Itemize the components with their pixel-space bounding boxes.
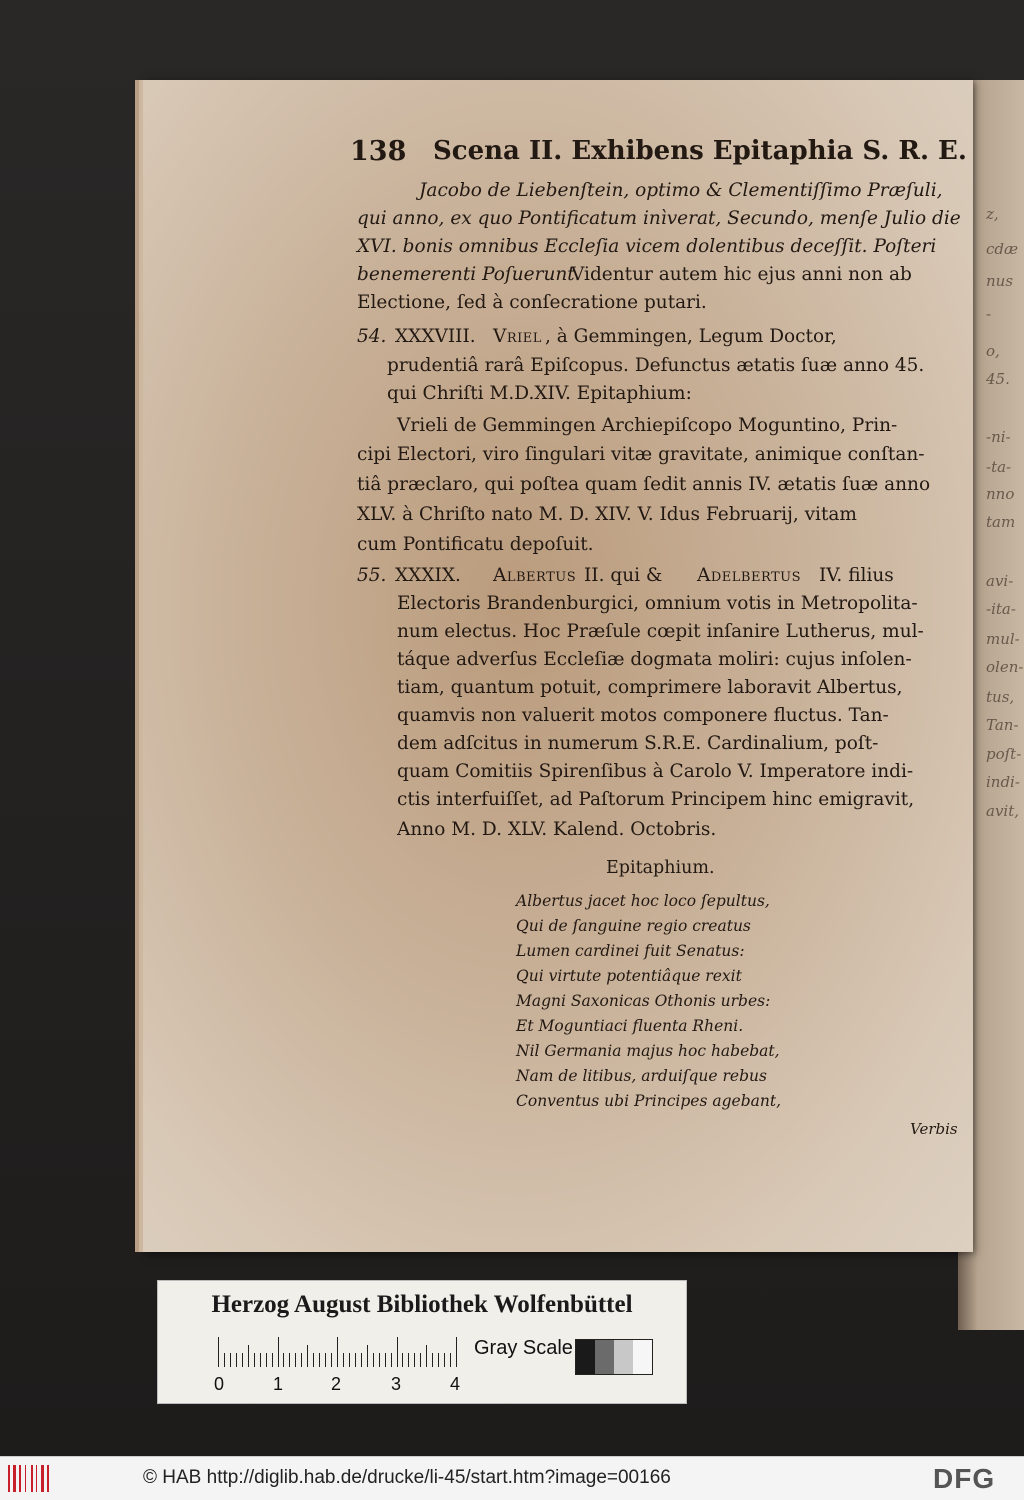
entry-text: II. qui & — [584, 565, 663, 586]
ruler-tick — [426, 1345, 427, 1367]
entry-text: quamvis non valuerit motos componere fluctus. Tan- — [397, 705, 889, 726]
bleed-text: -ta- — [986, 458, 1012, 476]
epitaph-line: XLV. à Chriſto nato M. D. XIV. V. Idus Februarij, vitam — [357, 504, 857, 525]
entry-text: qui Chriſti M.D.XIV. Epitaphium: — [387, 383, 692, 404]
poem-line: Et Moguntiaci fluenta Rheni. — [516, 1017, 744, 1035]
bleed-text: o, — [986, 342, 1000, 360]
entry-number: 55. — [357, 565, 387, 586]
ruler-number: 2 — [331, 1374, 342, 1394]
entry-number: 54. — [357, 326, 387, 347]
bleed-text: -ita- — [986, 600, 1016, 618]
intro-line: Electione, ſed à conſecratione putari. — [357, 292, 707, 313]
ruler — [218, 1337, 468, 1367]
entry-roman: XXXVIII. — [395, 326, 476, 347]
running-head: Scena II. Exhibens Epitaphia S. R. E. — [433, 136, 967, 166]
bleed-text: z, — [986, 205, 999, 223]
gray-swatch — [614, 1340, 633, 1374]
bleed-text: tus, — [986, 688, 1015, 706]
entry-text: num electus. Hoc Præſule cœpit inſanire Lutherus, mul- — [397, 621, 924, 642]
ruler-tick — [272, 1353, 273, 1367]
bleed-text: mul- — [986, 630, 1020, 648]
ruler-tick — [379, 1353, 380, 1367]
intro-line: XVI. bonis omnibus Eccleſia vicem dolentibus deceſſit. Poſteri — [357, 236, 937, 257]
bleed-text: indi- — [986, 773, 1020, 791]
entry-text: tiam, quantum potuit, comprimere laboravit Albertus, — [397, 677, 903, 698]
ruler-tick — [438, 1353, 439, 1367]
poem-line: Qui de ſanguine regio creatus — [516, 917, 751, 935]
entry-text: dem adſcitus in numerum S.R.E. Cardinalium, poſt- — [397, 733, 879, 754]
barcode-stripe — [36, 1465, 37, 1492]
bleed-text: 45. — [986, 370, 1010, 388]
credit-link[interactable]: © HAB http://diglib.hab.de/drucke/li-45/start.htm?image=00166 — [143, 1467, 671, 1488]
entry-name: Adelbertus — [697, 565, 802, 586]
bleed-text: olen- — [986, 658, 1024, 676]
intro-line: qui anno, ex quo Pontificatum inìverat, Secundo, menſe Julio die — [357, 208, 961, 229]
gray-swatch — [576, 1340, 595, 1374]
ruler-tick — [254, 1353, 255, 1367]
entry-text: ctis interfuiſſet, ad Paſtorum Principem hinc emigravit, — [397, 789, 915, 810]
dfg-logo: DFG — [933, 1463, 996, 1494]
catchword: Verbis — [910, 1120, 958, 1138]
ruler-tick — [414, 1353, 415, 1367]
barcode-stripe — [25, 1465, 26, 1492]
ruler-tick — [355, 1353, 356, 1367]
ruler-tick — [450, 1353, 451, 1367]
barcode-stripe — [8, 1465, 10, 1492]
ruler-number: 4 — [450, 1374, 461, 1394]
ruler-number: 1 — [273, 1374, 284, 1394]
poem-line: Nil Germania majus hoc habebat, — [516, 1042, 780, 1060]
ruler-tick — [230, 1353, 231, 1367]
card-title: Herzog August Bibliothek Wolfenbüttel — [211, 1291, 633, 1318]
ruler-tick — [236, 1353, 237, 1367]
bleed-text: - — [986, 305, 992, 323]
bleed-text: cdæ — [986, 240, 1019, 258]
ruler-tick — [432, 1353, 433, 1367]
ruler-tick — [278, 1337, 279, 1367]
book-page — [143, 80, 973, 1252]
bleed-text: poſt- — [986, 745, 1022, 763]
bleed-text: -ni- — [986, 428, 1011, 446]
poem-line: Conventus ubi Principes agebant, — [516, 1092, 781, 1110]
ruler-tick — [248, 1345, 249, 1367]
footer-bar — [0, 1456, 1024, 1500]
ruler-tick — [313, 1353, 314, 1367]
poem-line: Albertus jacet hoc loco ſepultus, — [516, 892, 770, 910]
bleed-text: avit, — [986, 802, 1020, 820]
ruler-tick — [402, 1353, 403, 1367]
bleed-text: tam — [986, 513, 1016, 531]
epitaph-line: cum Pontificatu depoſuit. — [357, 534, 594, 555]
ruler-tick — [325, 1353, 326, 1367]
entry-text: Anno M. D. XLV. Kalend. Octobris. — [397, 819, 717, 840]
ruler-tick — [301, 1353, 302, 1367]
entry-roman: XXXIX. — [395, 565, 461, 586]
ruler-number: 0 — [214, 1374, 225, 1394]
bleed-text: Tan- — [986, 716, 1019, 734]
ruler-tick — [444, 1353, 445, 1367]
bleed-text: nno — [986, 485, 1015, 503]
gray-swatch — [595, 1340, 614, 1374]
poem-line: Lumen cardinei fuit Senatus: — [516, 942, 745, 960]
ruler-tick — [367, 1345, 368, 1367]
poem-line: Nam de litibus, arduiſque rebus — [516, 1067, 767, 1085]
barcode-icon — [8, 1465, 46, 1492]
intro-line: Videntur autem hic ejus anni non ab — [571, 264, 912, 285]
entry-name: Albertus — [493, 565, 577, 586]
ruler-tick — [295, 1353, 296, 1367]
ruler-tick — [266, 1353, 267, 1367]
gray-swatch — [633, 1340, 652, 1374]
ruler-tick — [361, 1353, 362, 1367]
ruler-tick — [218, 1337, 219, 1367]
ruler-tick — [307, 1345, 308, 1367]
page-number: 138 — [350, 136, 407, 167]
ruler-tick — [337, 1337, 338, 1367]
epitaph-line: Vrieli de Gemmingen Archiepiſcopo Moguntino, Prin- — [397, 415, 898, 436]
entry-text: táque adverſus Eccleſiæ dogmata moliri: cujus inſolen- — [397, 649, 912, 670]
barcode-stripe — [13, 1465, 16, 1492]
barcode-stripe — [31, 1465, 33, 1492]
ruler-tick — [373, 1353, 374, 1367]
barcode-stripe — [47, 1465, 49, 1492]
ruler-tick — [349, 1353, 350, 1367]
gray-scale-swatches — [575, 1339, 653, 1375]
color-reference-card — [157, 1280, 687, 1404]
intro-line: Jacobo de Liebenſtein, optimo & Clementiſſimo Præſuli, — [419, 180, 943, 201]
barcode-stripe — [41, 1465, 44, 1492]
epitaph-line: cipi Electori, viro ſingulari vitæ gravitate, animique conſtan- — [357, 444, 925, 465]
ruler-tick — [385, 1353, 386, 1367]
gray-scale-label: Gray Scale — [474, 1337, 573, 1359]
entry-text: , à Gemmingen, Legum Doctor, — [545, 326, 837, 347]
poem-line: Magni Saxonicas Othonis urbes: — [516, 992, 771, 1010]
entry-text: quam Comitiis Spirenſibus à Carolo V. Imperatore indi- — [397, 761, 914, 782]
ruler-tick — [260, 1353, 261, 1367]
ruler-number: 3 — [391, 1374, 402, 1394]
poem-line: Qui virtute potentiâque rexit — [516, 967, 742, 985]
entry-text: prudentiâ rarâ Epiſcopus. Defunctus ætatis ſuæ anno 45. — [387, 355, 925, 376]
ruler-tick — [331, 1353, 332, 1367]
ruler-tick — [456, 1337, 457, 1367]
ruler-tick — [391, 1353, 392, 1367]
epitaph-line: tiâ præclaro, qui poſtea quam ſedit annis IV. ætatis ſuæ anno — [357, 474, 931, 495]
ruler-tick — [283, 1353, 284, 1367]
ruler-tick — [408, 1353, 409, 1367]
ruler-tick — [224, 1353, 225, 1367]
bleed-text: avi- — [986, 572, 1014, 590]
ruler-tick — [242, 1353, 243, 1367]
ruler-tick — [343, 1353, 344, 1367]
epitaph-heading: Epitaphium. — [606, 858, 715, 878]
entry-text: Electoris Brandenburgici, omnium votis in Metropolita- — [397, 593, 918, 614]
ruler-tick — [420, 1353, 421, 1367]
intro-line: benemerenti Poſuerunt. — [357, 264, 581, 285]
bleed-text: nus — [986, 272, 1014, 290]
ruler-tick — [397, 1337, 398, 1367]
ruler-tick — [289, 1353, 290, 1367]
entry-text: IV. filius — [819, 565, 894, 586]
entry-name: Vriel — [493, 326, 542, 347]
barcode-stripe — [19, 1465, 21, 1492]
ruler-tick — [319, 1353, 320, 1367]
